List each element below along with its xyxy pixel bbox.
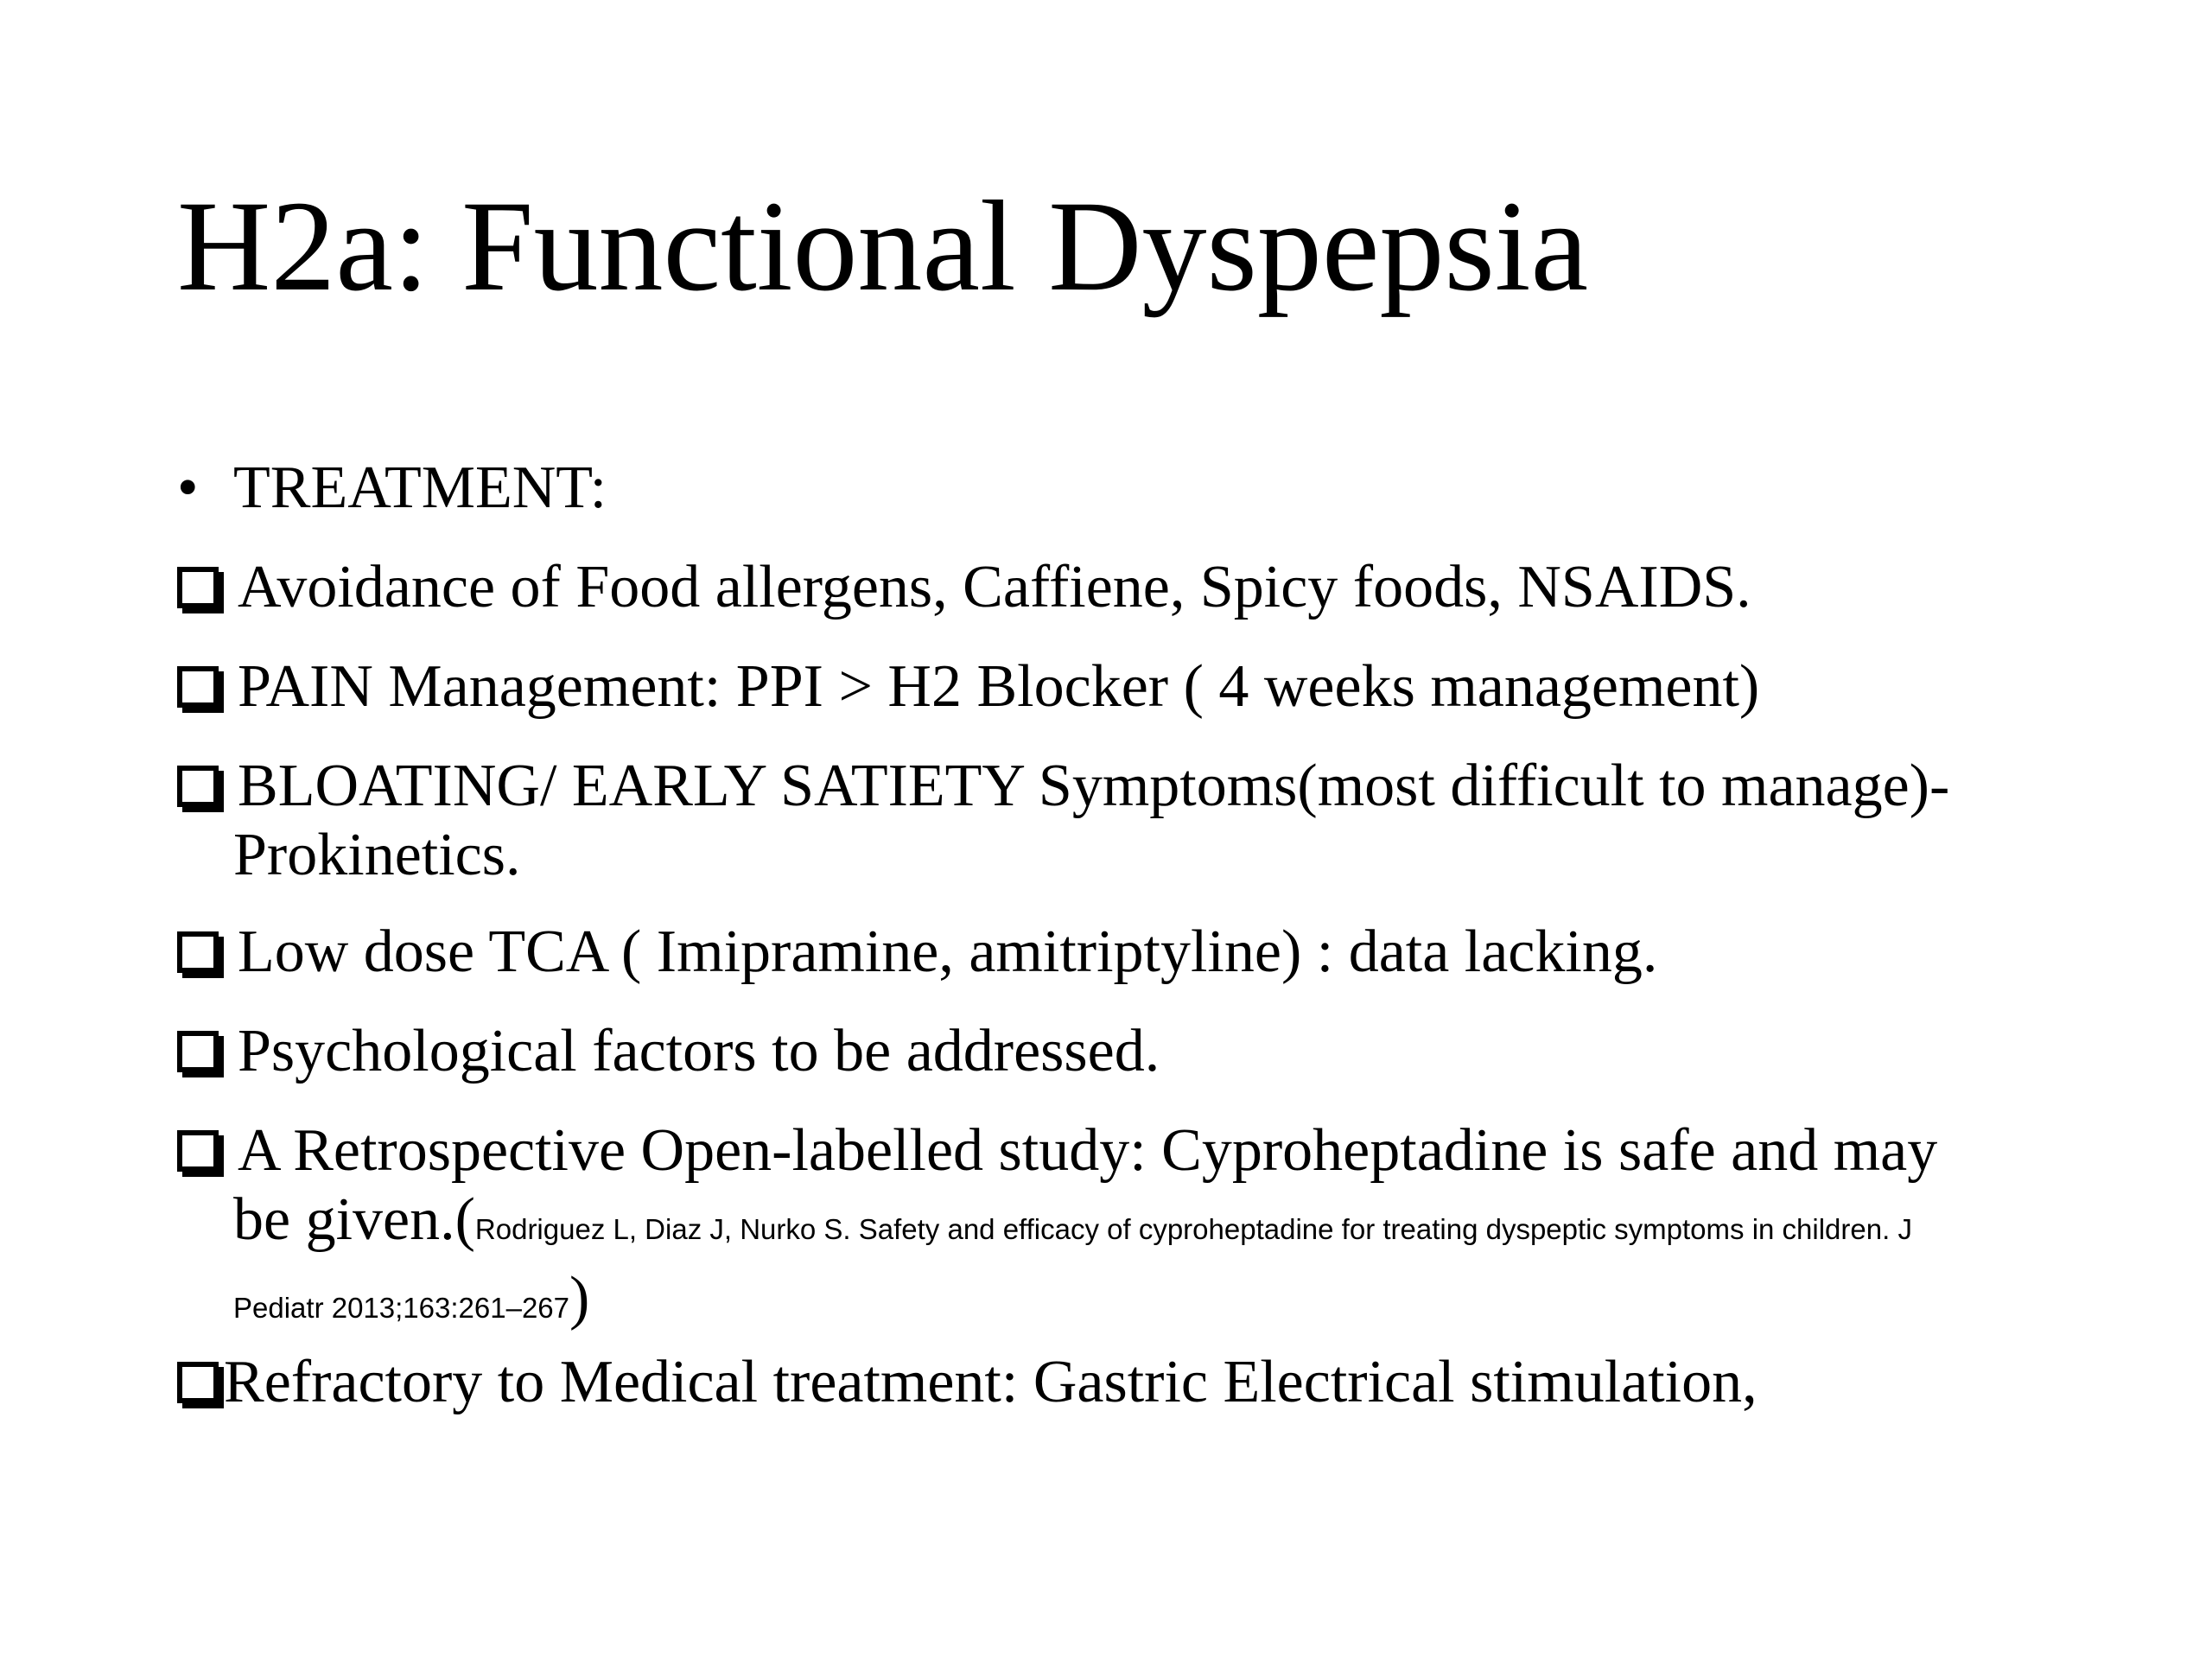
citation-text-continued: Pediatr 2013;163:261–267	[233, 1292, 570, 1324]
citation-text: Rodriguez L, Diaz J, Nurko S. Safety and efficacy of cyproheptadine for treating dyspeptic symptoms in children. J	[474, 1213, 1912, 1245]
list-item	[177, 918, 2104, 987]
list-item-text: Psychological factors to be addressed.	[238, 1018, 1160, 1084]
list-item-text: Refractory to Medical treatment: Gastric Electrical stimulation,	[224, 1349, 1758, 1415]
treatment-heading	[177, 454, 607, 523]
checkbox-bullet-icon	[177, 666, 219, 708]
list-item-text: Avoidance of Food allergens, Caffiene, Spicy foods, NSAIDS.	[238, 554, 1751, 620]
bullet-dot: •	[177, 454, 199, 521]
list-item	[177, 1116, 2104, 1343]
checkbox-bullet-icon	[177, 766, 219, 807]
list-item-text: A Retrospective Open-labelled study: Cyproheptadine is safe and may	[238, 1117, 1938, 1184]
list-item-text: Low dose TCA ( Imipramine, amitriptyline) : data lacking.	[238, 918, 1658, 985]
list-item	[177, 1348, 2104, 1417]
checkbox-bullet-icon	[177, 931, 219, 973]
list-item-text-start: be given.(	[233, 1186, 475, 1253]
list-item	[177, 652, 2104, 721]
treatment-heading-text: TREATMENT:	[233, 454, 607, 521]
citation-close-paren: )	[569, 1265, 590, 1332]
list-item	[177, 752, 2104, 890]
checkbox-bullet-icon	[177, 567, 219, 608]
checkbox-bullet-icon	[177, 1130, 219, 1172]
list-item-text: BLOATING/ EARLY SATIETY Symptoms(most difficult to manage)-	[238, 753, 1950, 819]
citation-line-2	[177, 1264, 2104, 1343]
list-item-text-continued	[177, 1185, 2104, 1264]
slide-title: H2a: Functional Dyspepsia	[177, 175, 1589, 318]
list-item-text-continued: Prokinetics.	[233, 822, 521, 888]
list-item	[177, 1017, 2104, 1086]
checkbox-bullet-icon	[177, 1362, 219, 1403]
list-item	[177, 553, 2104, 622]
checkbox-bullet-icon	[177, 1031, 219, 1072]
list-item-text: PAIN Management: PPI > H2 Blocker ( 4 weeks management)	[238, 653, 1760, 720]
